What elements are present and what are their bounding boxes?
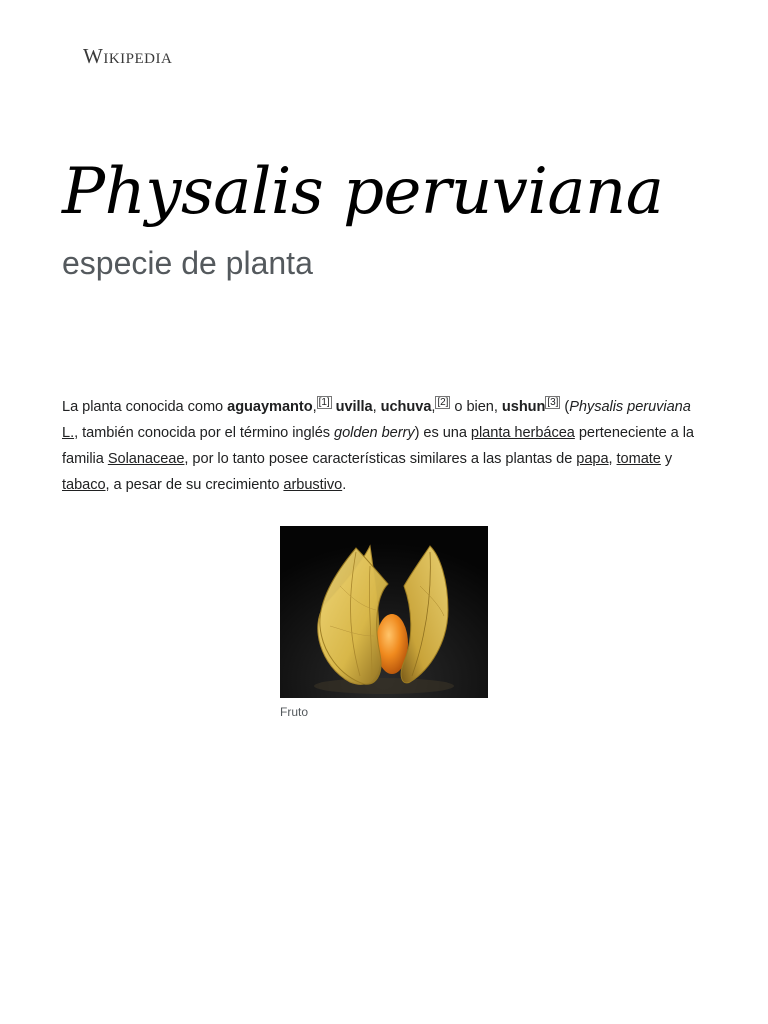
physalis-fruit-photo [280, 526, 488, 698]
link-linnaeus[interactable]: L. [62, 425, 75, 441]
name-ushun: ushun [501, 399, 546, 415]
text: , [372, 399, 381, 415]
reference-link[interactable]: [1] [318, 397, 330, 408]
text: , [312, 399, 317, 415]
scientific-name: Physalis peruviana [569, 399, 691, 415]
name-aguaymanto: aguaymanto [227, 399, 313, 415]
name-uchuva: uchuva [380, 399, 432, 415]
text: La planta conocida como [62, 399, 228, 415]
text: ( [560, 399, 570, 415]
english-name: golden berry [334, 425, 415, 441]
text: ) es una [414, 425, 471, 441]
name-uvilla: uvilla [335, 399, 373, 415]
text: y [660, 451, 673, 467]
figure-caption: Fruto [280, 705, 309, 719]
text: , por lo tanto posee características similares a las plantas de [184, 451, 577, 467]
text: o bien, [450, 399, 502, 415]
link-arbustivo[interactable]: arbustivo [283, 477, 343, 493]
reference-link[interactable]: [3] [547, 397, 559, 408]
reference-3[interactable] [545, 396, 560, 409]
link-solanaceae[interactable]: Solanaceae [107, 451, 185, 467]
text: , a pesar de su crecimiento [105, 477, 284, 493]
link-tomate[interactable]: tomate [616, 451, 661, 467]
reference-2[interactable] [435, 396, 450, 409]
text: , [431, 399, 436, 415]
reference-link[interactable]: [2] [437, 397, 449, 408]
wikipedia-logo[interactable]: Wikipedia [83, 44, 173, 68]
text: perteneciente a la familia [62, 425, 694, 467]
link-papa[interactable]: papa [576, 451, 609, 467]
fruit-image[interactable] [280, 526, 488, 698]
intro-paragraph [62, 394, 708, 498]
text: . [342, 477, 347, 493]
link-planta-herbacea[interactable]: planta herbácea [470, 425, 575, 441]
reference-1[interactable] [317, 396, 332, 409]
page-title: Physalis peruviana [62, 155, 664, 229]
link-tabaco[interactable]: tabaco [62, 477, 106, 493]
page-description: especie de planta [62, 245, 313, 281]
text: , [608, 451, 617, 467]
text: , también conocida por el término inglés [74, 425, 335, 441]
